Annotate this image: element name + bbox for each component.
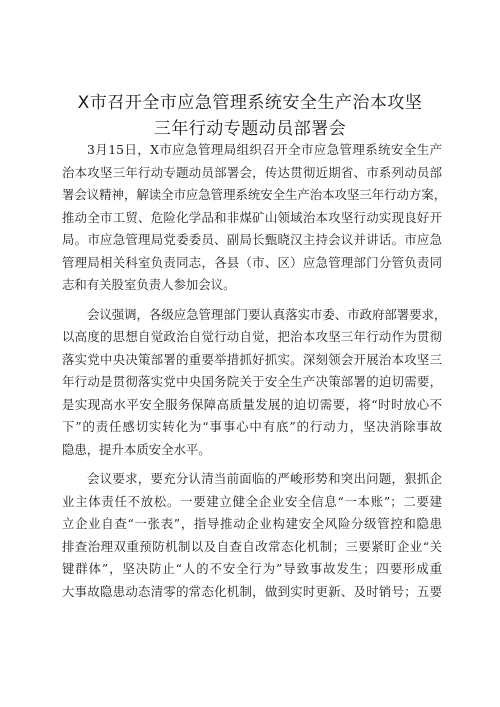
paragraph-line: 会议要求，要充分认清当前面临的严峻形势和突出问题，狠抓企 [87, 471, 442, 486]
paragraph-line: 管理局相关科室负责同志，各县（市、区）应急管理部门分管负责同 [62, 254, 442, 270]
paragraph-line: 局。市应急管理局党委委员、副局长甄晓汉主持会议并讲话。市应急 [62, 232, 442, 247]
paragraph-line: 志和有关股室负责人参加会议。 [62, 277, 236, 292]
paragraph-2 [62, 304, 447, 462]
paragraph-line: 以高度的思想自觉政治自觉行动自觉，把治本攻坚三年行动作为贯彻 [62, 329, 442, 344]
paragraph-line: 下”的责任感切实转化为“事事心中有底”的行动力，坚决消除事故 [62, 419, 442, 434]
document-title-line-1: X市召开全市应急管理系统安全生产治本攻坚 [77, 93, 423, 113]
paragraph-spacer [62, 297, 442, 304]
paragraph-line: 隐患，提升本质安全水平。 [62, 441, 211, 457]
paragraph-line: 落实党中央决策部署的重要举措抓好抓实。深刻领会开展治本攻坚三 [62, 351, 442, 367]
paragraph-line: 立企业自查“一张表”，指导推动企业构建安全风险分级管控和隐患 [62, 516, 442, 531]
paragraph-line: 治本攻坚三年行动专题动员部署会，传达贯彻近期省、市系列动员部 [62, 164, 442, 180]
paragraph-line: 3月15日，X市应急管理局组织召开全市应急管理系统安全生产 [87, 142, 442, 157]
paragraph-line: 是实现高水平安全服务保障高质量发展的迫切需要，将“时时放心不 [62, 396, 442, 412]
paragraph-line: 年行动是贯彻落实党中央国务院关于安全生产决策部署的迫切需要， [62, 374, 442, 389]
paragraph-line: 会议强调，各级应急管理部门要认真落实市委、市政府部署要求， [87, 306, 447, 322]
paragraph-line: 推动全市工贸、危险化学品和非煤矿山领域治本攻坚行动实现良好开 [62, 209, 442, 225]
document-title-line-2: 三年行动专题动员部署会 [153, 119, 347, 139]
paragraph-line: 业主体责任不放松。一要建立健全企业安全信息“一本账”；二要建 [62, 493, 442, 509]
document-body [62, 139, 447, 603]
paragraph-3 [62, 468, 442, 603]
paragraph-spacer [62, 461, 442, 468]
paragraph-line: 键群体”，坚决防止“人的不安全行为”导致事故发生；四要形成重 [62, 561, 442, 576]
paragraph-line: 排查治理双重预防机制以及自查自改常态化机制；三要紧盯企业“关 [62, 538, 442, 554]
paragraph-line: 署会议精神，解读全市应急管理系统安全生产治本攻坚三年行动方案， [62, 187, 447, 202]
paragraph-line: 大事故隐患动态清零的常态化机制，做到实时更新、及时销号；五要 [62, 583, 442, 599]
paragraph-1 [62, 139, 447, 297]
